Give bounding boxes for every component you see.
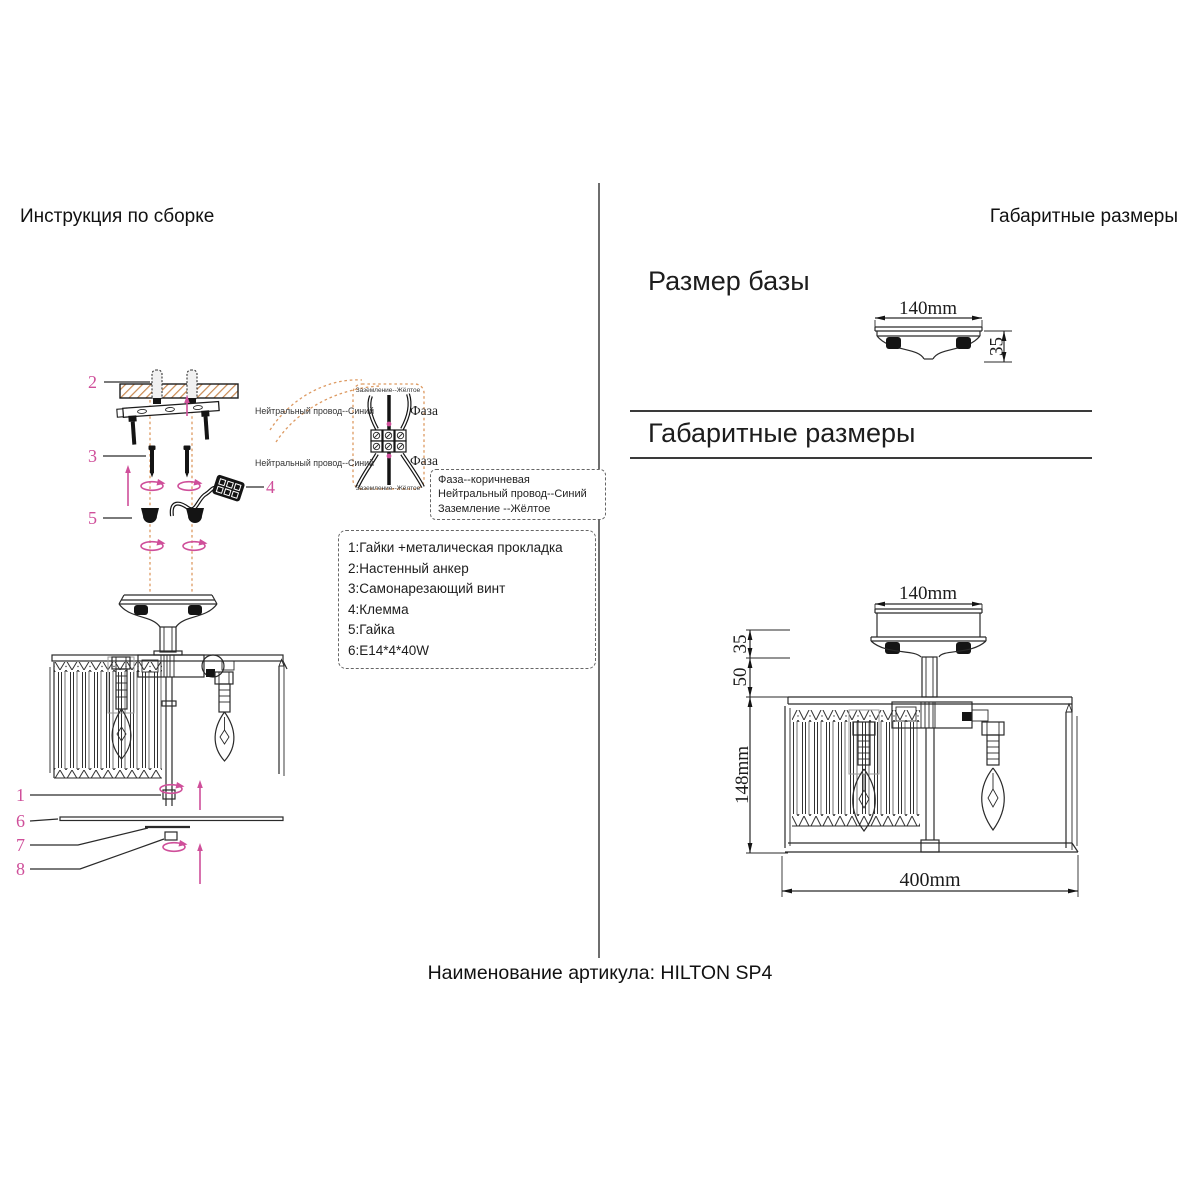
rotate-arrow (141, 479, 166, 490)
callout-7 (16, 828, 148, 855)
ceiling-band (120, 370, 238, 404)
wire-joint (387, 454, 392, 459)
rotate-arrow (141, 539, 166, 550)
article-name: Наименование артикула: HILTON SP4 (427, 962, 773, 984)
callout-5 (88, 508, 132, 528)
svg-text:4: 4 (266, 477, 275, 497)
wire-color-legend (430, 469, 606, 520)
svg-text:140mm: 140mm (898, 298, 958, 319)
wall-anchor (187, 370, 197, 400)
central-rod (921, 728, 939, 852)
fixture-body (785, 697, 1078, 852)
callout-1 (16, 785, 161, 805)
parts-item: 5:Гайка (348, 622, 395, 638)
svg-text:7: 7 (16, 835, 25, 855)
dim-chain-left (730, 630, 790, 853)
dim-rod-length: 50 (730, 667, 751, 687)
svg-text:2: 2 (88, 372, 97, 392)
overall-dimension-drawing (698, 560, 1148, 910)
wire-joint (387, 422, 392, 427)
rotate-arrow (163, 840, 188, 851)
self-tapping-screws (149, 446, 191, 478)
terminal-connector (172, 474, 246, 516)
dim-canopy-width (875, 583, 982, 610)
rotate-arrow (178, 479, 203, 490)
hanger-rod (922, 657, 937, 697)
bracket-bolt (128, 415, 136, 422)
callout-4 (246, 477, 275, 497)
parts-item: 3:Самонарезающий винт (348, 581, 506, 597)
glass-diffuser (60, 817, 283, 821)
parts-item: 2:Настенный анкер (348, 560, 469, 576)
dim-body-height: 148mm (732, 745, 753, 805)
svg-text:140mm: 140mm (898, 583, 958, 604)
lamp-right (215, 672, 234, 761)
arrow-up-1 (197, 780, 203, 810)
chandelier-drawing (16, 595, 287, 884)
dimensions-section-header: Габаритные размеры (630, 410, 1092, 459)
rod-nut (163, 790, 175, 799)
svg-text:1: 1 (16, 785, 25, 805)
parts-item: 1:Гайки +металическая прокладка (348, 540, 563, 555)
parts-item: 6:E14*4*40W (348, 642, 430, 658)
wall-anchor (152, 370, 162, 400)
finial (165, 832, 177, 840)
lamp-right (982, 722, 1005, 830)
label-ground-top: Заземление--Жёлтое (355, 387, 421, 394)
svg-text:3: 3 (88, 446, 97, 466)
svg-text:6: 6 (16, 811, 25, 831)
page-title-left: Инструкция по сборке (20, 206, 215, 227)
callout-3 (88, 446, 146, 466)
dim-base-height (984, 331, 1012, 362)
callout-6 (16, 811, 58, 831)
page-title-right: Габаритные размеры (989, 206, 1178, 227)
rotate-arrow (183, 539, 208, 550)
legend-line-phase: Фаза--коричневая (438, 474, 530, 486)
base-size-heading: Размер базы (648, 266, 810, 296)
svg-text:400mm: 400mm (899, 869, 961, 891)
wiring-diagram (255, 380, 438, 492)
alignment-axes (150, 400, 192, 592)
base-profile (875, 327, 982, 359)
pleated-shade (50, 662, 162, 778)
dim-base-width (875, 298, 982, 327)
label-phase-bottom: Фаза (410, 453, 438, 468)
mounting-bracket (117, 402, 221, 446)
legend-line-neutral: Нейтральный провод--Синий (438, 488, 587, 501)
svg-text:5: 5 (88, 508, 97, 528)
dim-canopy-height: 35 (730, 634, 751, 654)
svg-text:8: 8 (16, 859, 25, 879)
dim-body-width (782, 855, 1078, 897)
label-neutral-bottom: Нейтральный провод--Синий (255, 458, 374, 468)
terminal-block (371, 430, 406, 452)
legend-line-ground: Заземление --Жёлтое (438, 502, 551, 515)
base-dimension-drawing (835, 288, 1045, 383)
bracket-bolt (201, 410, 209, 417)
arrow-up-mid (125, 465, 131, 506)
arrow-up-2 (197, 843, 203, 884)
parts-item: 4:Клемма (348, 601, 409, 617)
label-phase-top: Фаза (410, 403, 438, 418)
svg-text:35: 35 (986, 337, 1008, 356)
parts-list (338, 530, 596, 669)
label-ground-bottom: Заземление--Жёлтое (355, 485, 421, 492)
canopy (871, 609, 986, 657)
label-neutral-top: Нейтральный провод--Синий (255, 406, 374, 416)
